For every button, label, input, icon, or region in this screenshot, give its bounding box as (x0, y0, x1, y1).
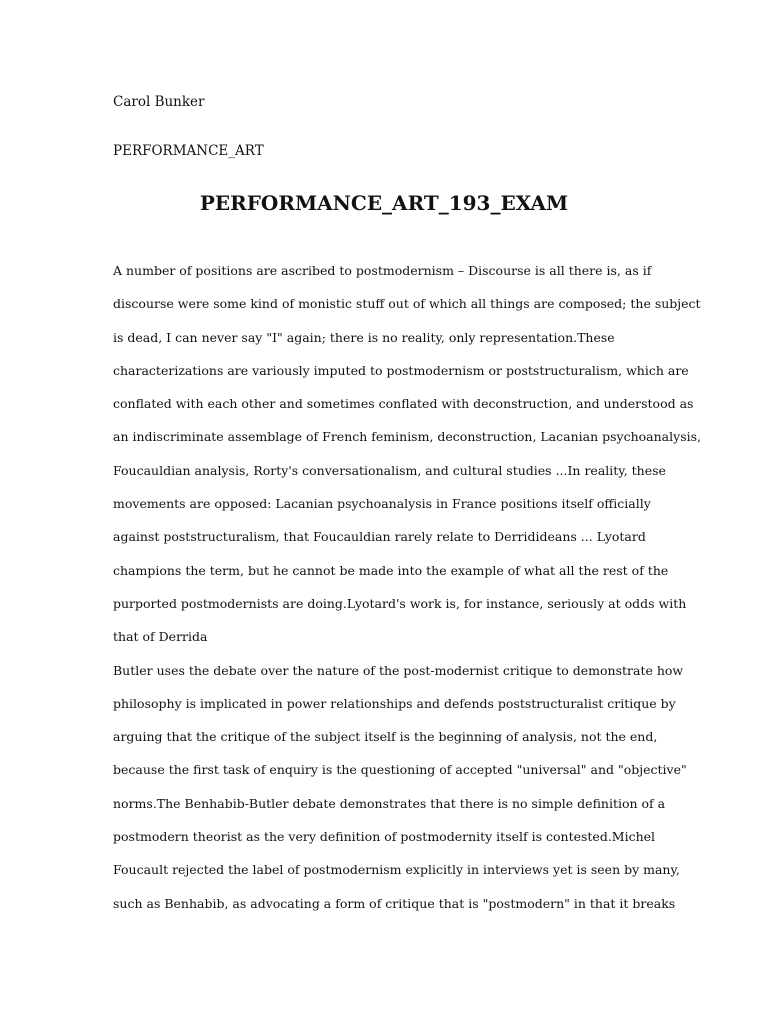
body-line: philosophy is implicated in power relationships and defends poststructuralist critique by (113, 695, 676, 711)
body-line: Foucault rejected the label of postmodernism explicitly in interviews yet is seen by many, (113, 862, 680, 878)
body-line: discourse were some kind of monistic stuff out of which all things are composed; the subject (113, 296, 701, 312)
document-body (113, 254, 701, 920)
body-line: because the first task of enquiry is the questioning of accepted "universal" and "objective" (113, 762, 687, 778)
body-line: such as Benhabib, as advocating a form of critique that is "postmodern" in that it breaks (113, 895, 676, 911)
body-line: an indiscriminate assemblage of French feminism, deconstruction, Lacanian psychoanalysis, (113, 429, 701, 445)
body-line: A number of positions are ascribed to postmodernism – Discourse is all there is, as if (113, 263, 652, 278)
body-line: characterizations are variously imputed to postmodernism or poststructuralism, which are (113, 362, 689, 378)
body-line: champions the term, but he cannot be made into the example of what all the rest of the (113, 562, 669, 578)
body-line: arguing that the critique of the subject itself is the beginning of analysis, not the end, (113, 729, 658, 745)
body-line: Butler uses the debate over the nature of the post-modernist critique to demonstrate how (113, 662, 684, 678)
author-name: Carol Bunker (113, 94, 205, 110)
document-title: PERFORMANCE_ART_193_EXAM (199, 191, 569, 215)
course-name: PERFORMANCE_ART (113, 143, 264, 159)
body-line: that of Derrida (113, 629, 208, 645)
body-line: postmodern theorist as the very definition of postmodernity itself is contested.Michel (113, 829, 656, 845)
body-line: purported postmodernists are doing.Lyotard's work is, for instance, seriously at odds with (113, 595, 687, 611)
body-line: is dead, I can never say "I" again; there is no reality, only representation.These (113, 329, 615, 345)
body-line: norms.The Benhabib-Butler debate demonstrates that there is no simple definition of a (113, 795, 666, 811)
body-line: conflated with each other and sometimes conflated with deconstruction, and understood as (113, 396, 694, 412)
body-line: movements are opposed: Lacanian psychoanalysis in France positions itself officially (113, 496, 651, 512)
body-line: against poststructuralism, that Foucauldian rarely relate to Derridideans ... Lyotard (113, 529, 646, 545)
body-line: Foucauldian analysis, Rorty's conversationalism, and cultural studies ...In reality, these (113, 462, 666, 478)
